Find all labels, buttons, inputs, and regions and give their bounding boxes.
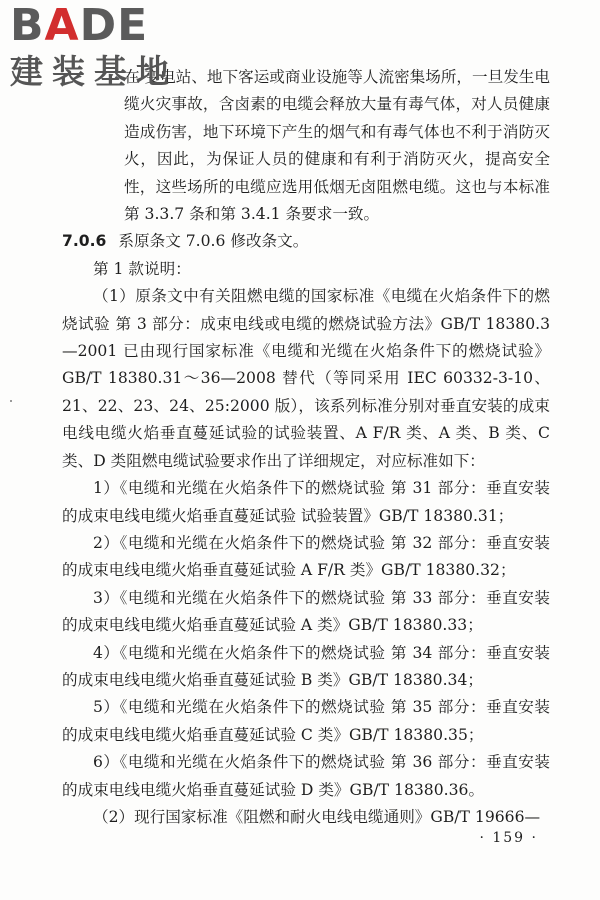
clause-text: 系原条文 7.0.6 修改条文。	[118, 232, 309, 251]
paragraph: （1）原条文中有关阻燃电缆的国家标准《电缆在火焰条件下的燃烧试验 第 3 部分：成束电线或电缆的燃烧试验方法》GB/T 18380.3—2001 已由现行国家标准《电缆和光缆在火焰条件下的燃烧试验》GB/T 18380.31～36—2008 替代（等同采用 IEC 60332-3-10、21、22、23、24、25:2000 版），该系列标准分别对垂直安装的成束电线电缆火焰垂直蔓延试验的试验装置、A F/R 类、A 类、B 类、C 类、D 类阻燃电缆试验要求作出了详细规定，对应标准如下：	[62, 287, 550, 470]
page-number: · 159 ·	[479, 830, 538, 846]
clause-number: 7.0.6	[62, 232, 107, 251]
logo-chinese-text: 建装基地	[10, 52, 178, 91]
paragraph: 在 变电站、地下客运或商业设施等人流密集场所，一旦发生电缆火灾事故，含卤素的电缆会释放大量有毒气体，对人员健康造成伤害，地下环境下产生的烟气和有毒气体也不利于消防灭火，因此，为保证人员的健康和有利于消防灭火，提高安全性，这些场所的电缆应选用低烟无卤阻燃电缆。这也与本标准第 3.3.7 条和第 3.4.1 条要求一致。	[124, 68, 550, 224]
list-item: 5）《电缆和光缆在火焰条件下的燃烧试验 第 35 部分：垂直安装的成束电线电缆火焰垂直蔓延试验 C 类》GB/T 18380.35；	[62, 698, 550, 744]
list-item: 6）《电缆和光缆在火焰条件下的燃烧试验 第 36 部分：垂直安装的成束电线电缆火焰垂直蔓延试验 D 类》GB/T 18380.36。	[62, 753, 550, 799]
list-item: 2）《电缆和光缆在火焰条件下的燃烧试验 第 32 部分：垂直安装的成束电线电缆火焰垂直蔓延试验 A F/R 类》GB/T 18380.32；	[62, 533, 550, 580]
list-item: 4）《电缆和光缆在火焰条件下的燃烧试验 第 34 部分：垂直安装的成束电线电缆火焰垂直蔓延试验 B 类》GB/T 18380.34；	[62, 643, 550, 689]
margin-dot	[10, 400, 12, 402]
paragraph: 第 1 款说明：	[93, 259, 191, 278]
body-text	[62, 64, 550, 831]
logo-brand-text: BADE	[10, 0, 149, 51]
list-item: 1）《电缆和光缆在火焰条件下的燃烧试验 第 31 部分：垂直安装的成束电线电缆火焰垂直蔓延试验 试验装置》GB/T 18380.31；	[62, 479, 550, 525]
paragraph: （2）现行国家标准《阻燃和耐火电线电缆通则》GB/T 19666—	[93, 807, 541, 826]
clause-paragraph	[62, 228, 550, 255]
bade-watermark-logo	[8, 2, 178, 94]
list-item: 3）《电缆和光缆在火焰条件下的燃烧试验 第 33 部分：垂直安装的成束电线电缆火焰垂直蔓延试验 A 类》GB/T 18380.33；	[62, 588, 550, 635]
